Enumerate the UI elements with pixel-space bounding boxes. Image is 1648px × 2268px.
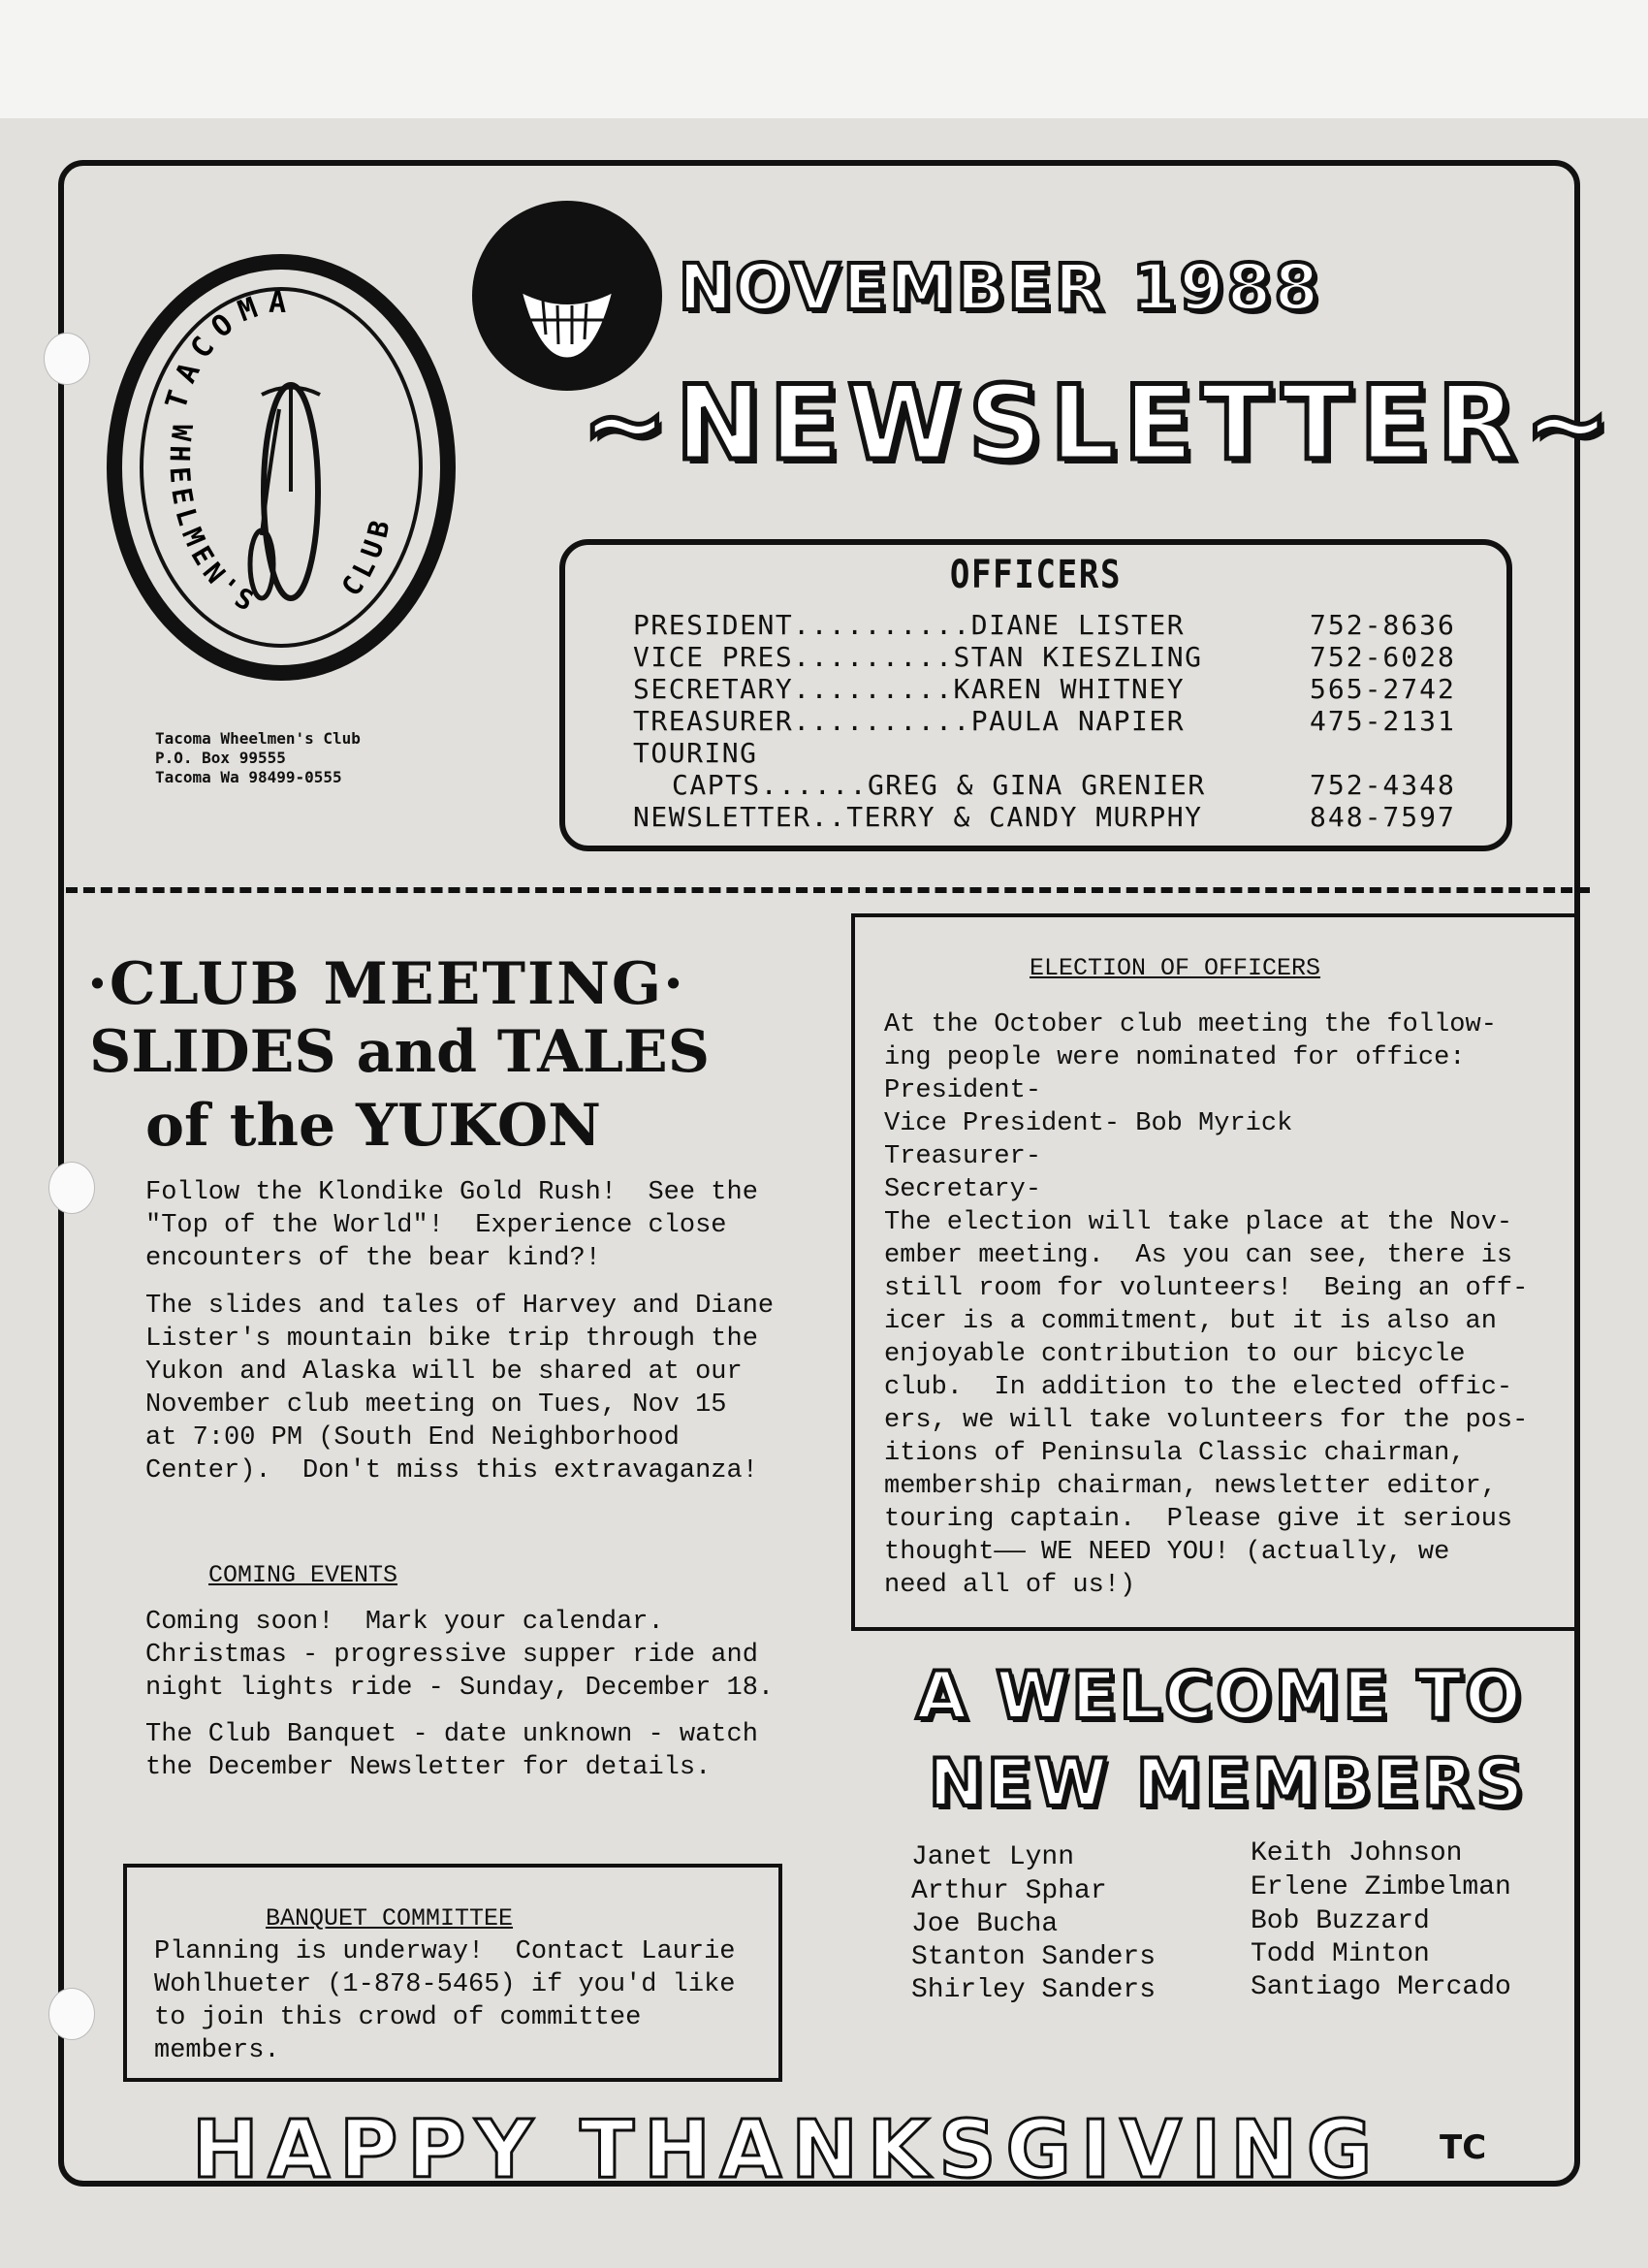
officers-box <box>559 539 1512 851</box>
election-box <box>851 913 1578 1631</box>
member-name: Todd Minton <box>1251 1939 1430 1969</box>
punch-hole <box>48 1988 95 2040</box>
officer-row: TOURING <box>633 737 758 769</box>
welcome-headline: A WELCOME TO <box>916 1658 1524 1735</box>
club-meeting-headline: SLIDES and TALES <box>89 1018 711 1086</box>
officer-row: CAPTS......GREG & GINA GRENIER <box>672 769 1206 801</box>
issue-date: NOVEMBER 1988 <box>679 250 1322 325</box>
banquet-notice: The Club Banquet - date unknown - watch the December Newsletter for details. <box>145 1720 758 1782</box>
club-meeting-intro: Follow the Klondike Gold Rush! See the "Top of the World"! Experience close encounters of the bear kind?! <box>145 1178 758 1273</box>
officer-phone: 848-7597 <box>1310 801 1456 833</box>
banquet-committee-label: BANQUET COMMITTEE <box>266 1904 514 1933</box>
coming-events-text: Coming soon! Mark your calendar. Christmas - progressive supper ride and night lights ride - Sunday, December 18. <box>145 1608 775 1703</box>
newsletter-title: ~NEWSLETTER~ <box>582 364 1619 483</box>
member-name: Erlene Zimbelman <box>1251 1872 1511 1902</box>
member-name: Keith Johnson <box>1251 1838 1463 1869</box>
officer-row: VICE PRES.........STAN KIESZLING <box>633 641 1203 673</box>
welcome-headline: NEW MEMBERS <box>929 1745 1527 1822</box>
coming-events-label: COMING EVENTS <box>208 1561 398 1589</box>
officer-phone: 565-2742 <box>1310 673 1456 705</box>
member-name: Bob Buzzard <box>1251 1906 1430 1936</box>
member-name: Shirley Sanders <box>911 1975 1157 2005</box>
author-initials: TC <box>1440 2128 1487 2167</box>
officer-phone: 752-4348 <box>1310 769 1456 801</box>
logo-text-tacoma: TACOMA <box>159 285 297 414</box>
member-name: Santiago Mercado <box>1251 1972 1511 2002</box>
club-meeting-details: The slides and tales of Harvey and Diane Lister's mountain bike trip through the Yukon and Alaska will be shared at our November club meeting on Tues, Nov 15 at 7:00 PM (South End Neighborhood Center). Don't miss this extravaganza! <box>145 1292 775 1485</box>
section-divider <box>66 887 1590 893</box>
officer-row: PRESIDENT..........DIANE LISTER <box>633 609 1186 641</box>
member-name: Janet Lynn <box>911 1842 1075 1872</box>
svg-text:CLUB: CLUB <box>334 511 398 602</box>
banquet-committee-text: Planning is underway! Contact Laurie Wohlhueter (1-878-5465) if you'd like to join this crowd of committee members. <box>154 1937 736 2065</box>
officer-phone: 752-8636 <box>1310 609 1456 641</box>
svg-text:WHEELMEN'S: WHEELMEN'S <box>163 422 265 621</box>
punch-hole <box>48 1162 95 1214</box>
officer-phone: 475-2131 <box>1310 705 1456 737</box>
officer-row: SECRETARY.........KAREN WHITNEY <box>633 673 1186 705</box>
officer-phone: 752-6028 <box>1310 641 1456 673</box>
member-name: Stanton Sanders <box>911 1942 1157 1972</box>
officer-row: NEWSLETTER..TERRY & CANDY MURPHY <box>633 801 1203 833</box>
member-name: Arthur Sphar <box>911 1876 1107 1906</box>
election-label: ELECTION OF OFFICERS <box>1030 954 1321 982</box>
club-address: Tacoma Wheelmen's Club P.O. Box 99555 Tacoma Wa 98499-0555 <box>155 729 361 786</box>
club-meeting-headline: ·CLUB MEETING· <box>87 950 686 1018</box>
thanksgiving-greeting: HAPPY THANKSGIVING <box>192 2104 1382 2196</box>
club-meeting-headline: of the YUKON <box>145 1092 601 1160</box>
banquet-committee-box <box>123 1864 782 2082</box>
officers-title: OFFICERS <box>949 553 1123 597</box>
officer-row: TREASURER..........PAULA NAPIER <box>633 705 1186 737</box>
member-name: Joe Bucha <box>911 1909 1059 1939</box>
election-text: At the October club meeting the follow- ing people were nominated for office: President- Vice President- Bob Myrick Treasurer- Secretary- The election will take place at the Nov- ember meeting. As you can see, there is still room for volunteers! Being an off- icer is a commitment, but it is also an enjoyable contribution to our bicycle club. In addition to the elected offic- ers, we will take volunteers for the pos- itions of Peninsula Classic chairman, membership chairman, newsletter editor, touring captain. Please give it serious thought—— WE NEED YOU! (actually, we need all of us!) <box>884 1010 1529 1600</box>
svg-text:TACOMA <box>159 286 296 413</box>
penny-farthing-icon <box>107 254 456 681</box>
punch-hole <box>44 333 90 385</box>
